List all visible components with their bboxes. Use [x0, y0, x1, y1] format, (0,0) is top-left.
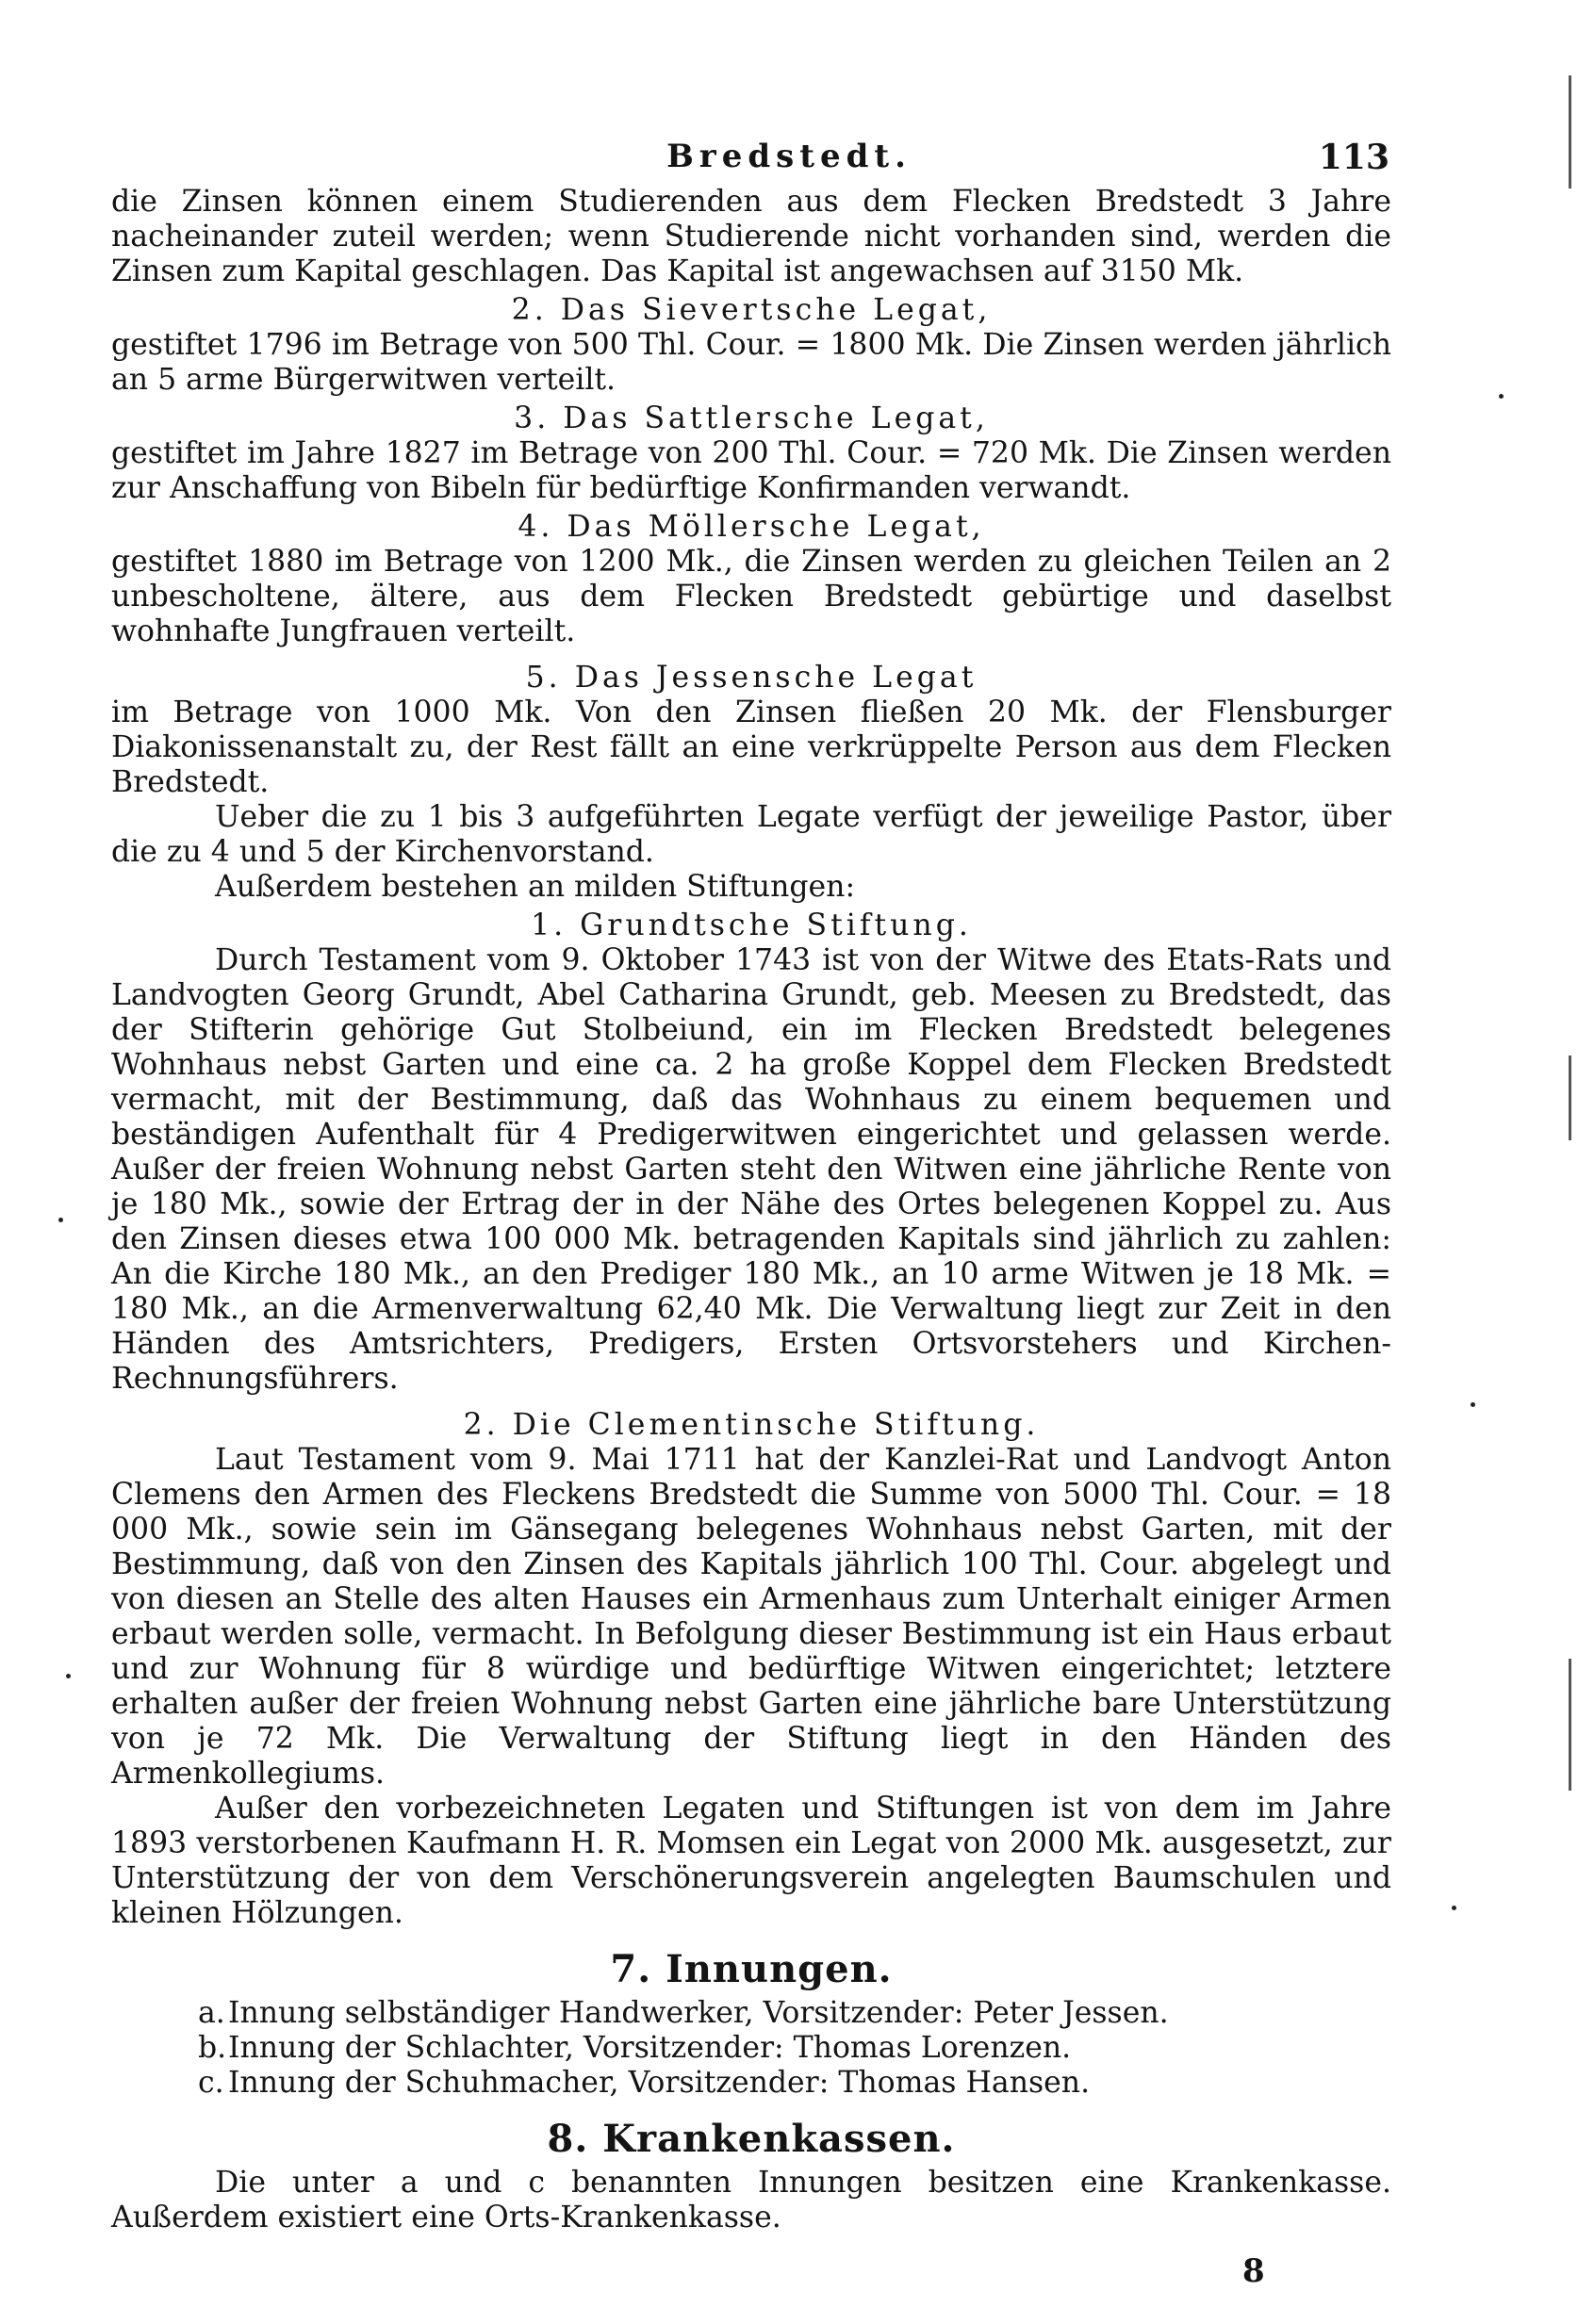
page-number: 113 [1318, 138, 1389, 177]
scan-speck [66, 1674, 71, 1678]
list-item-letter: c. [198, 2066, 224, 2100]
legat-5-text: im Betrage von 1000 Mk. Von den Zinsen fließen 20 Mk. der Flensburger Diakonissenanstalt zu, der Rest fällt an eine verkrüppelte Person aus dem Flecken Bredstedt. [111, 696, 1391, 799]
running-title: Bredstedt. [666, 138, 912, 175]
legat-3-title: 3. Das Sattlersche Legat, [514, 401, 989, 435]
krankenkassen-text: Die unter a und c benannten Innungen besitzen eine Krankenkasse. Außerdem existiert eine Orts-Krankenkasse. [111, 2166, 1391, 2234]
list-item-letter: a. [198, 1996, 225, 2030]
scan-edge-mark [1569, 75, 1571, 188]
list-item-text: Innung selbständiger Handwerker, Vorsitzender: Peter Jessen. [228, 1996, 1169, 2030]
innungen-list [198, 1996, 1391, 2101]
running-head [0, 138, 1578, 185]
krankenkassen-heading: 8. Krankenkassen. [547, 2117, 956, 2161]
list-item-text: Innung der Schuhmacher, Vorsitzender: Thomas Hansen. [228, 2066, 1091, 2100]
list-item [198, 1996, 1391, 2031]
list-item-text: Innung der Schlachter, Vorsitzender: Thomas Lorenzen. [228, 2031, 1072, 2065]
momsen-paragraph: Außer den vorbezeichneten Legaten und Stiftungen ist von dem im Jahre 1893 verstorbenen Kaufmann H. R. Momsen ein Legat von 2000 Mk. ausgesetzt, zur Unterstützung der von dem Verschönerungsverein angelegten Baumschulen und kleinen Hölzungen. [111, 1792, 1391, 1930]
scan-edge-mark [1569, 1659, 1571, 1791]
page-body [111, 185, 1391, 2235]
scan-speck [1452, 1906, 1456, 1910]
legat-2-text: gestiftet 1796 im Betrage von 500 Thl. Cour. = 1800 Mk. Die Zinsen werden jährlich an 5 arme Bürgerwitwen verteilt. [111, 328, 1391, 397]
ausserdem-paragraph: Außerdem bestehen an milden Stiftungen: [215, 870, 856, 904]
stiftung-2-text: Laut Testament vom 9. Mai 1711 hat der Kanzlei-Rat und Landvogt Anton Clemens den Armen des Fleckens Bredstedt die Summe von 5000 Thl. Cour. = 18 000 Mk., sowie sein im Gänsegang belegenes Wohnhaus nebst Garten, mit der Bestimmung, daß von den Zinsen des Kapitals jährlich 100 Thl. Cour. abgelegt und von diesen an Stelle des alten Hauses ein Armenhaus zum Unterhalt einiger Armen erbaut werden solle, vermacht. In Befolgung dieser Bestimmung ist ein Haus erbaut und zur Wohnung für 8 würdige und bedürftige Witwen eingerichtet; letztere erhalten außer der freien Wohnung nebst Garten eine jährliche bare Unterstützung von je 72 Mk. Die Verwaltung der Stiftung liegt in den Händen des Armenkollegiums. [111, 1443, 1391, 1791]
stiftung-1-title: 1. Grundtsche Stiftung. [531, 908, 972, 942]
stiftung-2-title: 2. Die Clementinsche Stiftung. [463, 1408, 1040, 1442]
legat-3-text: gestiftet im Jahre 1827 im Betrage von 200 Thl. Cour. = 720 Mk. Die Zinsen werden zur Anschaffung von Bibeln für bedürftige Konfirmanden verwandt. [111, 436, 1391, 505]
legat-2-title: 2. Das Sievertsche Legat, [511, 293, 992, 327]
legat-5-title: 5. Das Jessensche Legat [525, 661, 978, 695]
verfuegung-paragraph: Ueber die zu 1 bis 3 aufgeführten Legate verfügt der jeweilige Pastor, über die zu 4 und 5 der Kirchenvorstand. [111, 800, 1391, 869]
legat-4-title: 4. Das Möllersche Legat, [518, 510, 985, 544]
scan-speck [1471, 1402, 1475, 1407]
innungen-heading: 7. Innungen. [610, 1947, 893, 1991]
legat-4-text: gestiftet 1880 im Betrage von 1200 Mk., die Zinsen werden zu gleichen Teilen an 2 unbescholtene, ältere, aus dem Flecken Bredstedt gebürtige und daselbst wohnhafte Jungfrauen verteilt. [111, 545, 1391, 648]
scan-speck [1499, 394, 1504, 399]
scan-speck [58, 1218, 63, 1222]
list-item [198, 2066, 1391, 2101]
list-item-letter: b. [198, 2031, 227, 2065]
list-item [198, 2031, 1391, 2066]
intro-paragraph: die Zinsen können einem Studierenden aus dem Flecken Bredstedt 3 Jahre nacheinander zuteil werden; wenn Studierende nicht vorhanden sind, werden die Zinsen zum Kapital geschlagen. Das Kapital ist angewachsen auf 3150 Mk. [111, 185, 1391, 288]
stiftung-1-text: Durch Testament vom 9. Oktober 1743 ist von der Witwe des Etats-Rats und Landvogten Georg Grundt, Abel Catharina Grundt, geb. Meesen zu Bredstedt, das der Stifterin gehörige Gut Stolbeiund, ein im Flecken Bredstedt belegenes Wohnhaus nebst Garten und eine ca. 2 ha große Koppel dem Flecken Bredstedt vermacht, mit der Bestimmung, daß das Wohnhaus zu einem bequemen und beständigen Aufenthalt für 4 Predigerwitwen eingerichtet und gelassen werde. Außer der freien Wohnung nebst Garten steht den Witwen eine jährliche Rente von je 180 Mk., sowie der Ertrag der in der Nähe des Ortes belegenen Koppel zu. Aus den Zinsen dieses etwa 100 000 Mk. betragenden Kapitals sind jährlich zu zahlen: An die Kirche 180 Mk., an den Prediger 180 Mk., an 10 arme Witwen je 18 Mk. = 180 Mk., an die Armenverwaltung 62,40 Mk. Die Verwaltung liegt zur Zeit in den Händen des Amtsrichters, Predigers, Ersten Ortsvorstehers und Kirchen-Rechnungsführers. [111, 943, 1391, 1396]
sheet-signature: 8 [1242, 2252, 1265, 2290]
scan-edge-mark [1569, 1056, 1571, 1140]
